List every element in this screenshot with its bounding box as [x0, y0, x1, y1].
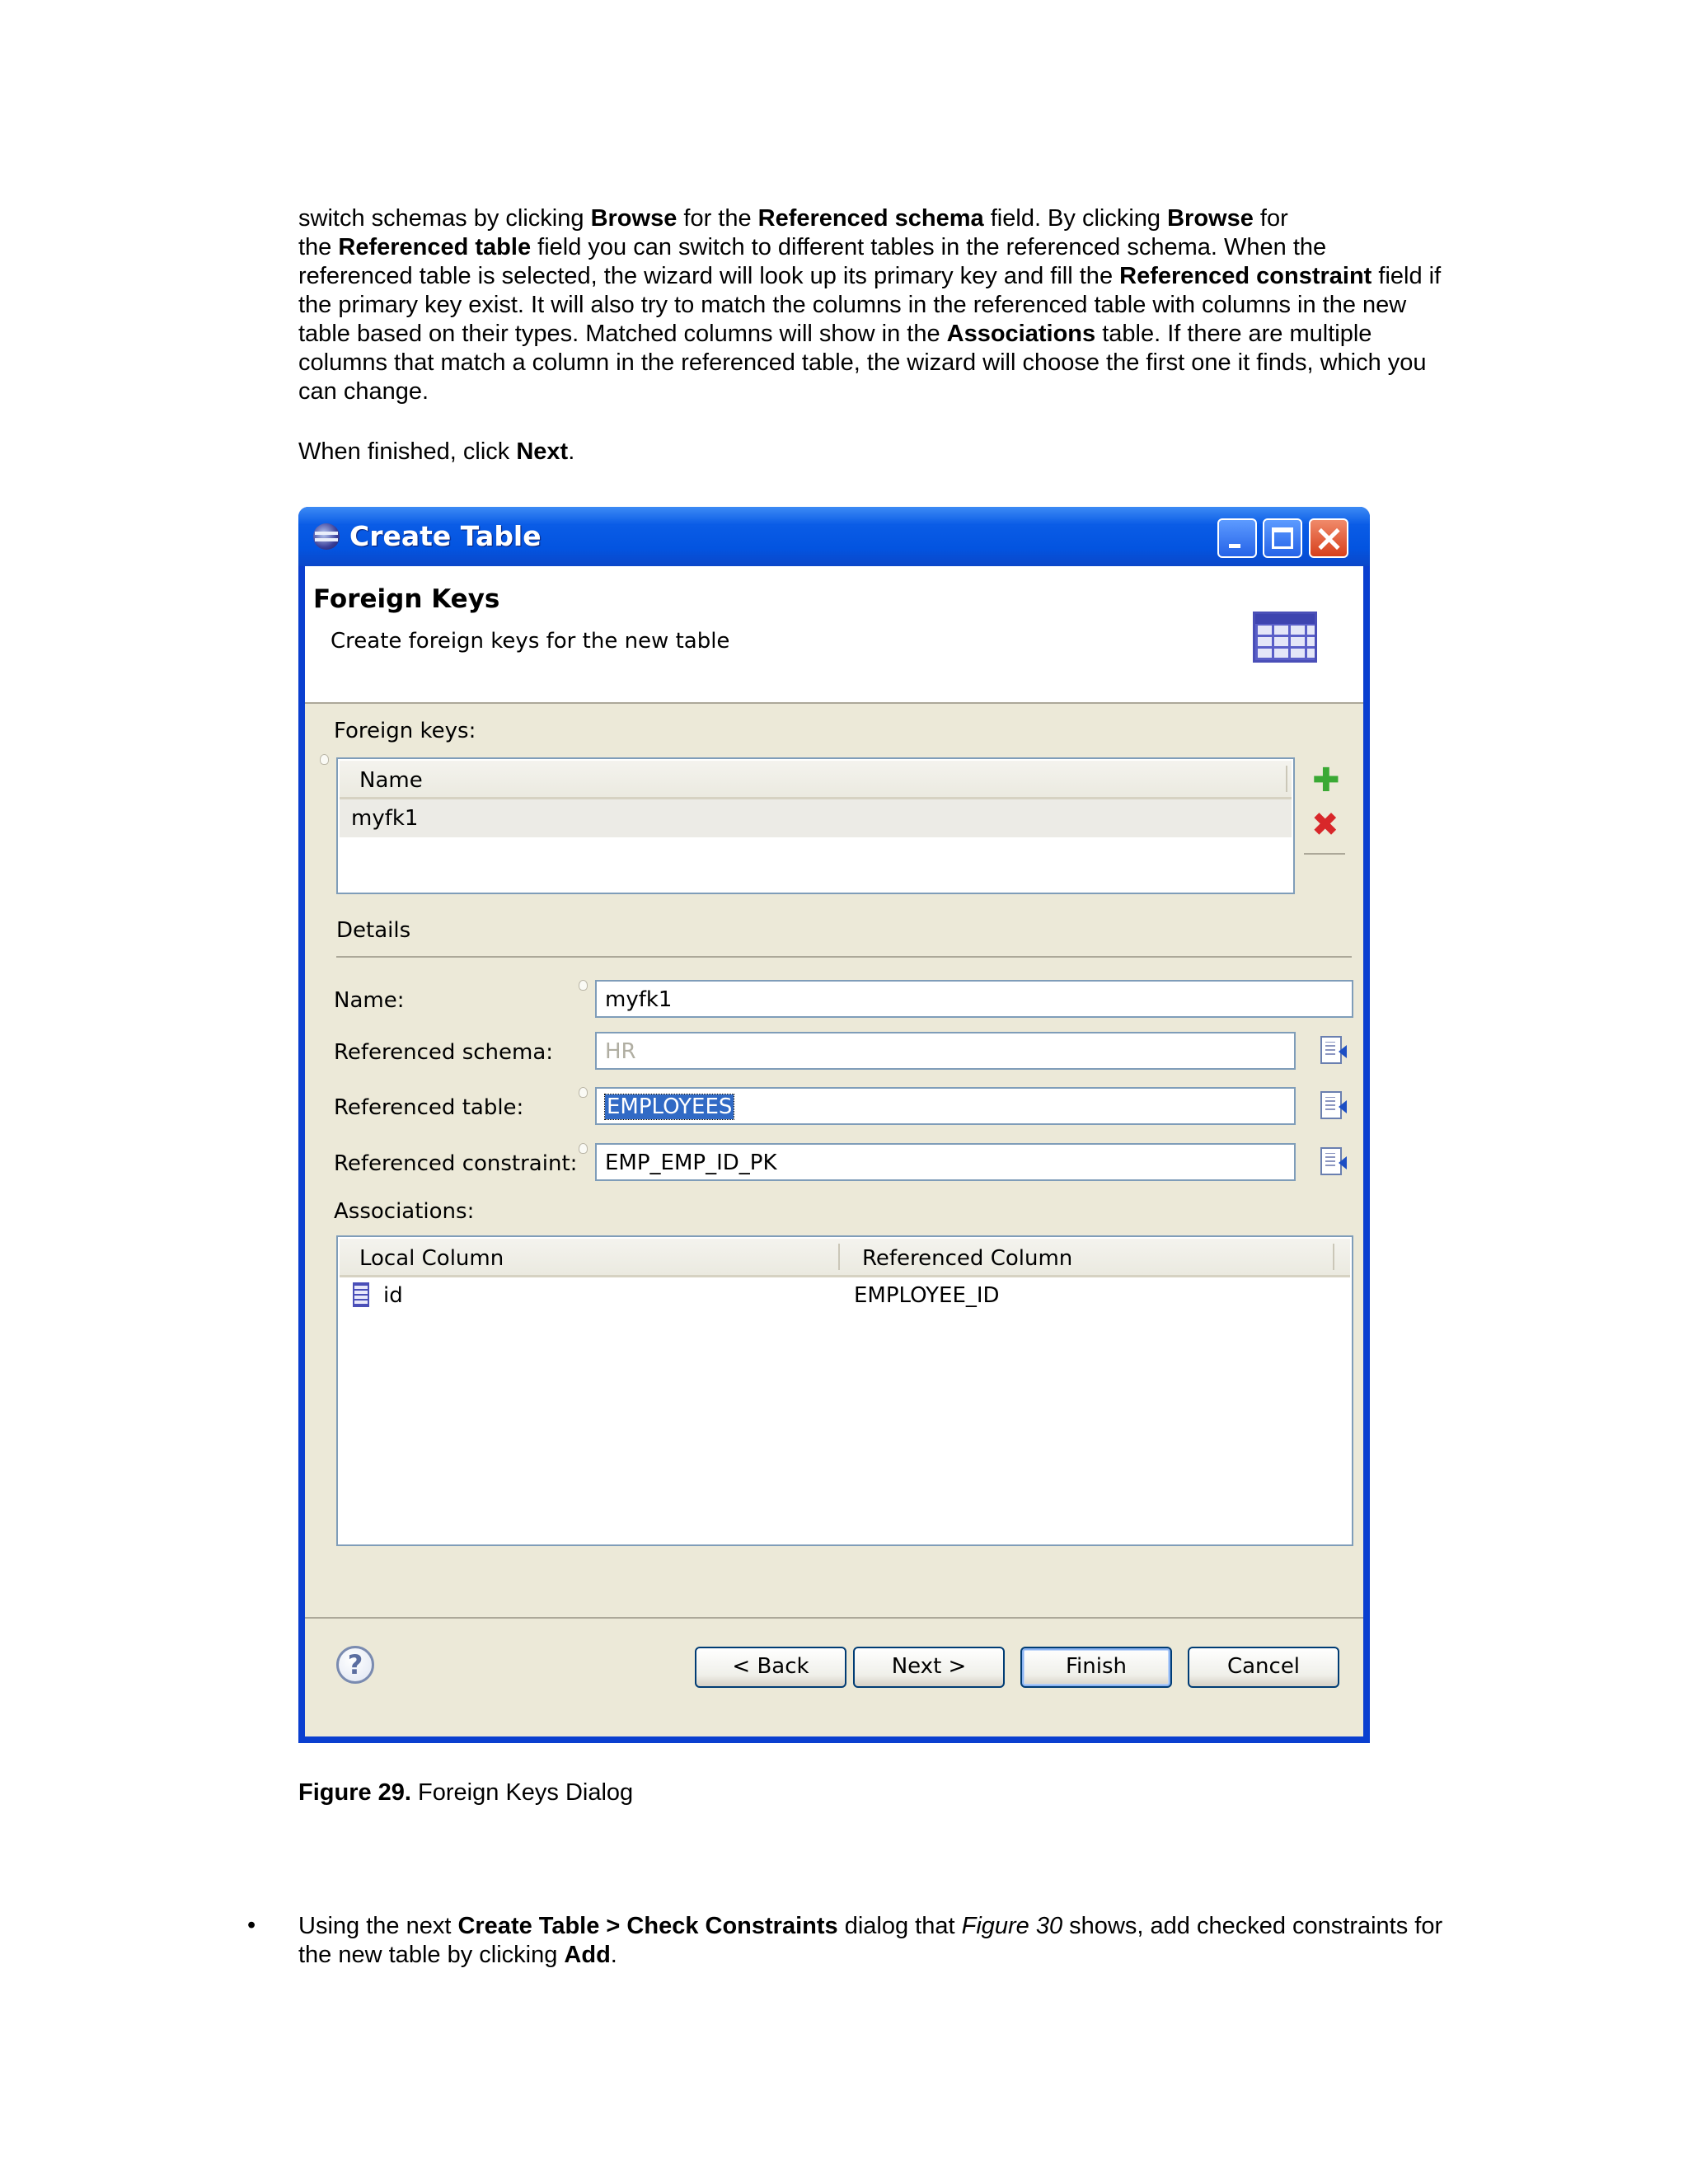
dialog-titlebar	[298, 507, 1370, 566]
hint-icon	[579, 1143, 588, 1154]
text-line: referenced table is selected, the wizard will look up its primary key and fill the Referenced constraint field if	[298, 263, 1442, 289]
maximize-button[interactable]	[1263, 518, 1302, 558]
referenced-constraint-field[interactable]: EMP_EMP_ID_PK	[595, 1143, 1296, 1181]
text-line: table based on their types. Matched columns will show in the Associations table. If there are multiple	[298, 321, 1372, 347]
close-button[interactable]	[1309, 518, 1348, 558]
text-line: the primary key exist. It will also try to match the columns in the referenced table with columns in the new	[298, 292, 1407, 318]
delete-icon[interactable]: ✖	[1311, 806, 1339, 844]
hint-icon	[579, 1087, 588, 1098]
associations-label: Associations:	[334, 1199, 475, 1224]
referenced-schema-label: Referenced schema:	[334, 1040, 554, 1065]
details-label: Details	[336, 918, 411, 943]
figure-caption	[298, 1779, 1502, 1807]
fk-table-header	[340, 761, 1292, 799]
footer-separator	[305, 1617, 1363, 1619]
associations-table[interactable]	[336, 1235, 1353, 1546]
toolbar-divider	[1304, 853, 1345, 855]
finish-button[interactable]: Finish	[1020, 1647, 1172, 1688]
text-line: columns that match a column in the referenced table, the wizard will choose the first one it finds, which you	[298, 349, 1427, 376]
referenced-table-label: Referenced table:	[334, 1095, 524, 1120]
caption-text: Foreign Keys Dialog	[411, 1779, 634, 1806]
local-column-cell[interactable]: id	[383, 1283, 403, 1308]
table-icon	[1253, 612, 1317, 663]
wizard-page-subtitle: Create foreign keys for the new table	[331, 629, 730, 654]
text-line: can change.	[298, 378, 429, 405]
text-line: the Referenced table field you can switch to different tables in the referenced schema. When the	[298, 234, 1327, 260]
referenced-schema-field: HR	[595, 1032, 1296, 1070]
cancel-button[interactable]: Cancel	[1188, 1647, 1339, 1688]
wizard-page-title: Foreign Keys	[313, 584, 500, 614]
bullet-symbol: •	[247, 1912, 256, 1938]
finish-instruction: When finished, click Next.	[298, 438, 575, 465]
name-field[interactable]: myfk1	[595, 980, 1353, 1018]
help-icon[interactable]: ?	[336, 1646, 374, 1684]
column-icon	[353, 1282, 369, 1307]
column-separator	[1286, 766, 1287, 792]
hint-icon	[579, 980, 588, 991]
create-table-dialog	[298, 507, 1370, 1743]
browse-schema-icon[interactable]	[1320, 1036, 1342, 1064]
referenced-column-cell[interactable]: EMPLOYEE_ID	[854, 1283, 1000, 1308]
caption-label: Figure 29.	[298, 1779, 411, 1806]
referenced-column-header[interactable]: Referenced Column	[862, 1246, 1073, 1271]
dialog-client	[305, 566, 1363, 1736]
wizard-header	[305, 566, 1363, 704]
browse-constraint-icon[interactable]	[1320, 1147, 1342, 1175]
minimize-button[interactable]	[1217, 518, 1257, 558]
bullet-paragraph	[298, 1912, 1502, 1970]
hint-icon	[320, 754, 329, 765]
eclipse-icon	[313, 523, 340, 550]
name-label: Name:	[334, 988, 405, 1013]
intro-paragraph	[298, 204, 1502, 406]
back-button[interactable]: < Back	[695, 1647, 846, 1688]
referenced-table-field[interactable]	[595, 1087, 1296, 1125]
column-separator	[1333, 1244, 1334, 1270]
foreign-keys-label: Foreign keys:	[334, 719, 476, 743]
add-icon[interactable]: ✚	[1312, 762, 1340, 799]
dialog-title: Create Table	[349, 520, 542, 552]
next-button[interactable]: Next >	[853, 1647, 1005, 1688]
text-line: switch schemas by clicking Browse for the Referenced schema field. By clicking Browse for	[298, 205, 1288, 232]
assoc-table-header	[340, 1239, 1350, 1277]
column-separator	[838, 1244, 840, 1270]
foreign-keys-table[interactable]	[336, 757, 1295, 894]
referenced-constraint-label: Referenced constraint:	[334, 1151, 578, 1176]
fk-name-column-header[interactable]: Name	[359, 768, 423, 793]
browse-table-icon[interactable]	[1320, 1091, 1342, 1119]
text-line: Using the next Create Table > Check Constraints dialog that Figure 30 shows, add checked constraints for	[298, 1913, 1443, 1939]
selected-text: EMPLOYEES	[607, 1094, 733, 1119]
table-row[interactable]	[340, 799, 1292, 837]
text-line: the new table by clicking Add.	[298, 1942, 617, 1968]
fk-row-name: myfk1	[351, 806, 419, 831]
local-column-header[interactable]: Local Column	[359, 1246, 504, 1271]
details-separator	[336, 956, 1352, 958]
